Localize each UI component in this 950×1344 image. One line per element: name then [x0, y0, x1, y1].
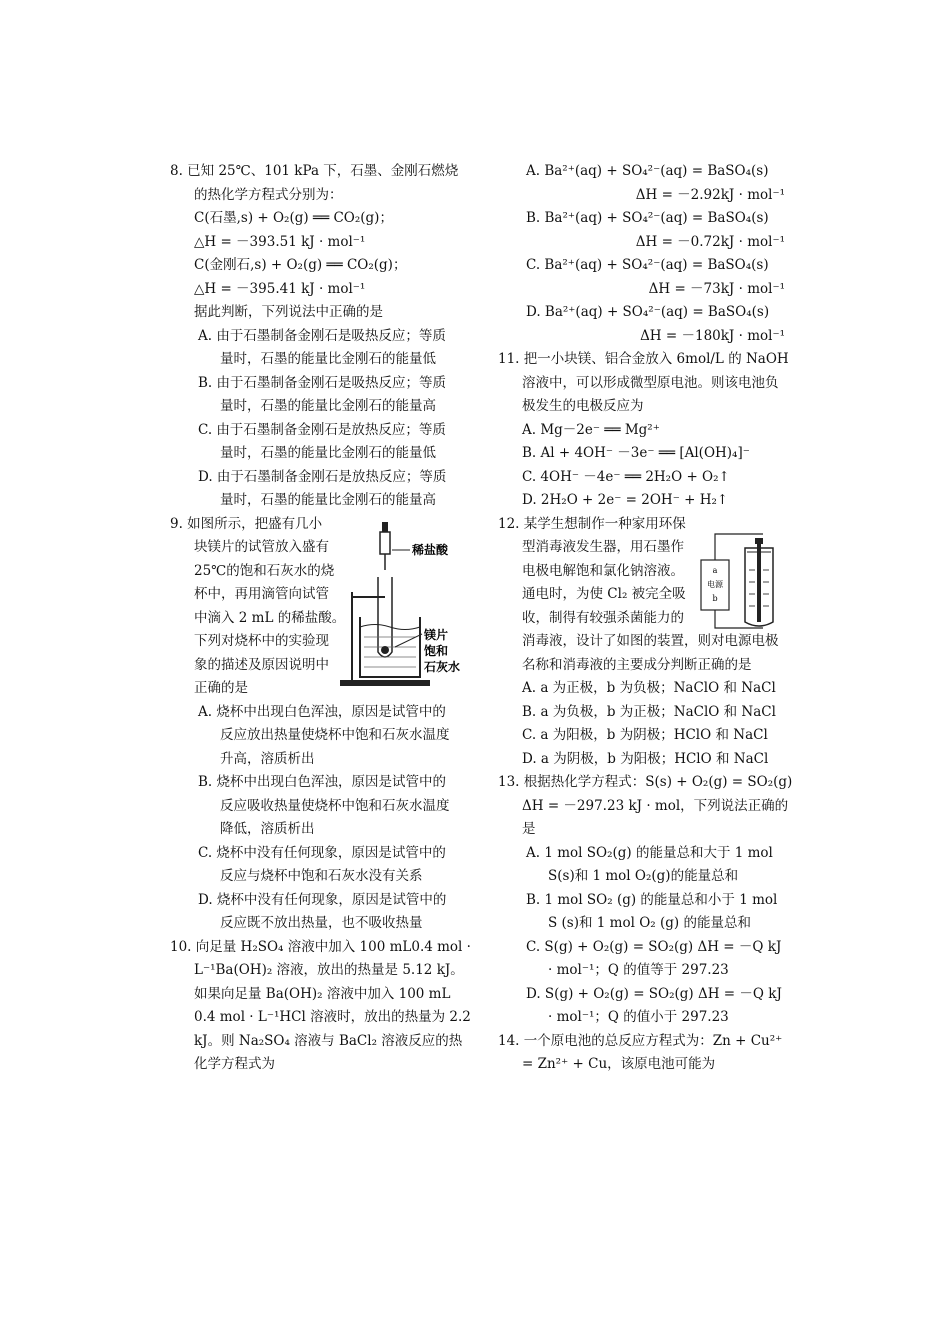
right-text-line: D. Ba²⁺(aq) + SO₄²⁻(aq) = BaSO₄(s) [526, 304, 770, 320]
left-text-line: 中滴入 2 mL 的稀盐酸。 [194, 609, 346, 626]
right-text-line: A. Ba²⁺(aq) + SO₄²⁻(aq) = BaSO₄(s) [526, 163, 769, 179]
terminal-a-label: a [712, 566, 718, 575]
left-text-line: 10. 向足量 H₂SO₄ 溶液中加入 100 mL0.4 mol · [170, 938, 471, 955]
mg-label: 镁片 [424, 628, 449, 642]
left-text-line: 如果向足量 Ba(OH)₂ 溶液中加入 100 mL [194, 985, 451, 1002]
right-text-line: B. 1 mol SO₂ (g) 的能量总和小于 1 mol [526, 891, 778, 908]
left-text-line: △H = －393.51 kJ · mol⁻¹ [194, 233, 366, 250]
right-text-line: 收，制得有较强杀菌能力的 [522, 609, 684, 626]
left-text-line: △H = －395.41 kJ · mol⁻¹ [194, 280, 366, 297]
right-text-line: ΔH = －297.23 kJ · mol，下列说法正确的 [522, 797, 789, 814]
right-text-line: B. a 为负极，b 为正极；NaClO 和 NaCl [522, 703, 776, 720]
left-text-line: 升高，溶质析出 [220, 750, 315, 767]
left-text-line: 量时，石墨的能量比金刚石的能量高 [220, 492, 436, 508]
beaker-apparatus-figure [340, 522, 490, 687]
right-text-line: A. a 为正极，b 为负极；NaClO 和 NaCl [522, 680, 776, 696]
right-text-line: ΔH = －0.72kJ · mol⁻¹ [635, 233, 785, 250]
left-text-line: C(金刚石,s) + O₂(g) ══ CO₂(g)； [194, 257, 407, 273]
left-text-line: C. 烧杯中没有任何现象，原因是试管中的 [198, 844, 446, 861]
left-text-line: 0.4 mol · L⁻¹HCl 溶液时，放出的热量为 2.2 [194, 1009, 471, 1025]
left-text-line: 象的描述及原因说明中 [194, 656, 329, 673]
right-text-line: = Zn²⁺ + Cu，该原电池可能为 [522, 1056, 716, 1072]
left-text-line: 量时，石墨的能量比金刚石的能量高 [220, 398, 436, 414]
right-text-line: ΔH = －180kJ · mol⁻¹ [640, 327, 785, 344]
saturated-label: 饱和 [424, 644, 449, 658]
left-text-line: 9. 如图所示，把盛有几小 [170, 515, 323, 532]
left-text-line: 杯中，再用滴管向试管 [194, 586, 329, 602]
left-text-line: 降低，溶质析出 [220, 821, 315, 837]
right-text-line: B. Ba²⁺(aq) + SO₄²⁻(aq) = BaSO₄(s) [526, 210, 769, 226]
left-text-line: 化学方程式为 [194, 1056, 275, 1072]
left-text-line: B. 由于石墨制备金刚石是吸热反应；等质 [198, 374, 447, 391]
power-source-label: 电源 [707, 580, 723, 589]
left-text-line: 反应放出热量使烧杯中饱和石灰水温度 [220, 727, 450, 743]
right-text-line: · mol⁻¹；Q 的值等于 297.23 [548, 962, 729, 978]
electrolysis-apparatus-figure [693, 530, 795, 636]
right-text-line: S (s)和 1 mol O₂ (g) 的能量总和 [548, 915, 751, 931]
right-text-line: 型消毒液发生器，用石墨作 [522, 539, 684, 555]
left-text-line: D. 烧杯中没有任何现象，原因是试管中的 [198, 891, 447, 908]
right-text-line: 极发生的电极反应为 [522, 398, 644, 414]
right-text-line: ΔH = －2.92kJ · mol⁻¹ [635, 186, 785, 203]
left-text-line: 的热化学方程式分别为： [194, 186, 343, 203]
right-text-line: B. Al + 4OH⁻ －3e⁻ ══ [Al(OH)₄]⁻ [522, 445, 750, 461]
right-text-line: C. Ba²⁺(aq) + SO₄²⁻(aq) = BaSO₄(s) [526, 257, 769, 273]
right-text-line: 通电时，为使 Cl₂ 被完全吸 [522, 586, 686, 602]
right-text-line: D. a 为阴极，b 为阳极；HClO 和 NaCl [522, 750, 769, 767]
left-text-line: D. 由于石墨制备金刚石是放热反应；等质 [198, 468, 447, 485]
left-text-line: 正确的是 [194, 680, 248, 696]
left-text-line: 量时，石墨的能量比金刚石的能量低 [220, 351, 436, 367]
right-text-line: 电极电解饱和氯化钠溶液。 [522, 562, 684, 579]
right-text-line: · mol⁻¹；Q 的值小于 297.23 [548, 1009, 729, 1025]
left-text-line: 反应既不放出热量，也不吸收热量 [220, 915, 423, 931]
right-text-line: D. 2H₂O + 2e⁻ = 2OH⁻ + H₂↑ [522, 492, 729, 508]
left-text-line: 据此判断，下列说法中正确的是 [194, 304, 383, 320]
right-text-line: 11. 把一小块镁、铝合金放入 6mol/L 的 NaOH [498, 351, 789, 367]
right-text-line: A. 1 mol SO₂(g) 的能量总和大于 1 mol [526, 844, 773, 861]
terminal-b-label: b [712, 594, 718, 603]
right-text-line: 13. 根据热化学方程式：S(s) + O₂(g) = SO₂(g) [498, 774, 793, 790]
right-text-line: 名称和消毒液的主要成分判断正确的是 [522, 656, 752, 673]
left-text-line: kJ。则 Na₂SO₄ 溶液与 BaCl₂ 溶液反应的热 [194, 1032, 463, 1049]
left-text-line: 8. 已知 25℃、101 kPa 下，石墨、金刚石燃烧 [170, 163, 459, 179]
right-text-line: 消毒液，设计了如图的装置，则对电源电极 [522, 633, 779, 649]
right-text-line: 溶液中，可以形成微型原电池。则该电池负 [522, 374, 779, 391]
lime-water-label: 石灰水 [424, 660, 461, 674]
left-text-line: 块镁片的试管放入盛有 [194, 539, 329, 555]
left-text-line: B. 烧杯中出现白色浑浊，原因是试管中的 [198, 774, 447, 790]
right-text-line: 是 [522, 821, 536, 837]
left-text-line: 反应吸收热量使烧杯中饱和石灰水温度 [220, 797, 450, 814]
right-text-line: ΔH = －73kJ · mol⁻¹ [648, 280, 785, 297]
left-text-line: 反应与烧杯中饱和石灰水没有关系 [220, 868, 423, 884]
left-text-line: C. 由于石墨制备金刚石是放热反应；等质 [198, 421, 446, 438]
acid-label: 稀盐酸 [412, 543, 449, 557]
right-text-line: 12. 某学生想制作一种家用环保 [498, 515, 686, 532]
right-text-line: D. S(g) + O₂(g) = SO₂(g) ΔH = －Q kJ [526, 985, 782, 1002]
left-text-line: C(石墨,s) + O₂(g) ══ CO₂(g)； [194, 210, 393, 226]
right-text-line: 14. 一个原电池的总反应方程式为：Zn + Cu²⁺ [498, 1032, 783, 1049]
right-text-line: S(s)和 1 mol O₂(g)的能量总和 [548, 868, 739, 884]
right-text-line: A. Mg－2e⁻ ══ Mg²⁺ [522, 421, 660, 438]
left-text-line: A. 烧杯中出现白色浑浊，原因是试管中的 [198, 703, 446, 720]
right-text-line: C. 4OH⁻ －4e⁻ ══ 2H₂O + O₂↑ [522, 468, 730, 485]
left-text-line: 下列对烧杯中的实验现 [194, 633, 329, 649]
right-text-line: C. a 为阳极，b 为阴极；HClO 和 NaCl [522, 727, 768, 743]
left-text-line: 量时，石墨的能量比金刚石的能量低 [220, 445, 436, 461]
right-text-line: C. S(g) + O₂(g) = SO₂(g) ΔH = －Q kJ [526, 938, 782, 955]
left-text-line: L⁻¹Ba(OH)₂ 溶液，放出的热量是 5.12 kJ。 [194, 962, 464, 978]
left-text-line: A. 由于石墨制备金刚石是吸热反应；等质 [198, 327, 446, 344]
left-text-line: 25℃的饱和石灰水的烧 [194, 562, 335, 579]
